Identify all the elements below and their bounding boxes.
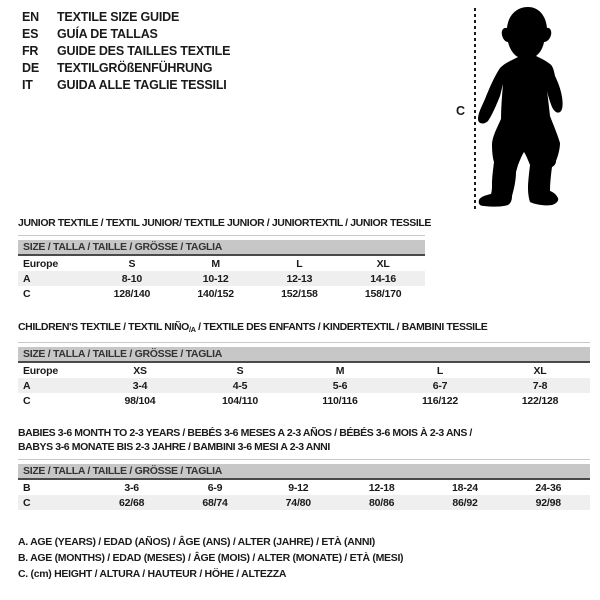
size-header-bar: SIZE / TALLA / TAILLE / GRÖSSE / TAGLIA bbox=[18, 464, 590, 480]
row-label: A bbox=[23, 379, 31, 392]
children-title-main: CHILDREN'S TEXTILE / TEXTIL NIÑO bbox=[18, 321, 189, 333]
language-row bbox=[22, 60, 230, 77]
size-cell: 80/86 bbox=[369, 496, 395, 509]
language-title: GUIDA ALLE TAGLIE TESSILI bbox=[57, 78, 227, 92]
children-title-subscript: /A bbox=[188, 325, 196, 334]
size-cell: 92/98 bbox=[535, 496, 561, 509]
language-row bbox=[22, 77, 230, 94]
size-cell: 14-16 bbox=[370, 272, 397, 285]
size-cell: 3-6 bbox=[124, 481, 139, 494]
language-code: EN bbox=[22, 10, 39, 24]
size-cell: 18-24 bbox=[452, 481, 478, 494]
children-textile-table bbox=[18, 320, 590, 408]
table-row bbox=[18, 480, 590, 495]
children-table-rows bbox=[18, 363, 590, 408]
size-header-bar: SIZE / TALLA / TAILLE / GRÖSSE / TAGLIA bbox=[18, 347, 590, 363]
size-cell: 104/110 bbox=[222, 394, 258, 407]
junior-size-table bbox=[18, 235, 425, 301]
children-table-title bbox=[18, 320, 590, 337]
size-cell: 6-9 bbox=[207, 481, 223, 494]
babies-textile-table bbox=[18, 426, 590, 510]
row-label: Europe bbox=[23, 364, 58, 377]
legend-footnotes bbox=[18, 534, 403, 582]
row-label: C bbox=[23, 287, 31, 300]
junior-table-rows bbox=[18, 256, 425, 301]
babies-table-title-line2: BABYS 3-6 MONATE BIS 2-3 JAHRE / BAMBINI 3-6 MESI A 2-3 ANNI bbox=[18, 441, 330, 453]
language-code: ES bbox=[22, 27, 39, 41]
size-cell: S bbox=[128, 257, 136, 270]
size-cell: 110/116 bbox=[322, 394, 358, 407]
size-cell: 122/128 bbox=[521, 394, 559, 407]
size-cell: 8-10 bbox=[121, 272, 142, 285]
size-cell: 62/68 bbox=[119, 496, 145, 509]
language-code: IT bbox=[22, 78, 33, 92]
language-title: TEXTILGRÖßENFÜHRUNG bbox=[57, 61, 213, 75]
junior-table-title: JUNIOR TEXTILE / TEXTIL JUNIOR/ TEXTILE JUNIOR / JUNIORTEXTIL / JUNIOR TESSILE bbox=[18, 217, 431, 229]
size-cell: 68/74 bbox=[202, 496, 228, 509]
size-cell: 152/158 bbox=[281, 287, 318, 300]
size-cell: 158/170 bbox=[364, 287, 402, 300]
footnote-line: C. (cm) HEIGHT / ALTURA / HAUTEUR / HÖHE / ALTEZZA bbox=[18, 568, 287, 580]
table-row bbox=[18, 271, 425, 286]
row-label: C bbox=[23, 496, 31, 509]
size-header-bar: SIZE / TALLA / TAILLE / GRÖSSE / TAGLIA bbox=[18, 240, 425, 256]
language-list bbox=[22, 9, 230, 94]
size-cell: L bbox=[436, 364, 444, 377]
table-row bbox=[18, 363, 590, 378]
measure-label-c: C bbox=[456, 104, 465, 118]
size-cell: S bbox=[236, 364, 244, 377]
language-row bbox=[22, 9, 230, 26]
size-cell: XS bbox=[133, 364, 147, 377]
size-cell: 7-8 bbox=[532, 379, 548, 392]
language-row bbox=[22, 43, 230, 60]
size-cell: 12-13 bbox=[286, 272, 313, 285]
size-cell: 128/140 bbox=[113, 287, 151, 300]
table-row bbox=[18, 378, 590, 393]
babies-table-rows bbox=[18, 480, 590, 510]
language-title: GUÍA DE TALLAS bbox=[57, 27, 158, 41]
size-cell: 86/92 bbox=[452, 496, 478, 509]
table-row bbox=[18, 286, 425, 301]
table-row bbox=[18, 256, 425, 271]
language-row bbox=[22, 26, 230, 43]
row-label: Europe bbox=[23, 257, 58, 270]
babies-table-title-line1: BABIES 3-6 MONTH TO 2-3 YEARS / BEBÉS 3-6 MESES A 2-3 AÑOS / BÉBÉS 3-6 MOIS À 2-3 ANS / bbox=[18, 427, 472, 439]
children-title-rest: / TEXTILE DES ENFANTS / KINDERTEXTIL / BAMBINI TESSILE bbox=[195, 321, 488, 333]
babies-size-table bbox=[18, 459, 590, 510]
size-cell: 9-12 bbox=[288, 481, 309, 494]
size-cell: 5-6 bbox=[332, 379, 348, 392]
children-size-table bbox=[18, 342, 590, 408]
row-label: A bbox=[23, 272, 31, 285]
size-cell: L bbox=[296, 257, 303, 270]
row-label: C bbox=[23, 394, 31, 407]
size-cell: 10-12 bbox=[202, 272, 229, 285]
footnote-line: B. AGE (MONTHS) / EDAD (MESES) / ÂGE (MOIS) / ALTER (MONATE) / ETÀ (MESI) bbox=[18, 552, 404, 564]
size-cell: M bbox=[211, 257, 220, 270]
size-cell: 12-18 bbox=[368, 481, 395, 494]
size-cell: 6-7 bbox=[432, 379, 448, 392]
language-code: DE bbox=[22, 61, 39, 75]
size-cell: XL bbox=[376, 257, 390, 270]
junior-textile-table bbox=[18, 216, 431, 301]
table-row bbox=[18, 393, 590, 408]
language-title: GUIDE DES TAILLES TEXTILE bbox=[57, 44, 231, 58]
language-title: TEXTILE SIZE GUIDE bbox=[57, 10, 180, 24]
size-cell: 3-4 bbox=[132, 379, 148, 392]
footnote-line: A. AGE (YEARS) / EDAD (AÑOS) / ÂGE (ANS) / ALTER (JAHRE) / ETÀ (ANNI) bbox=[18, 536, 375, 548]
size-cell: 140/152 bbox=[197, 287, 234, 300]
table-row bbox=[18, 495, 590, 510]
size-cell: 116/122 bbox=[422, 394, 458, 407]
size-cell: 74/80 bbox=[285, 496, 311, 509]
size-cell: XL bbox=[533, 364, 547, 377]
language-code: FR bbox=[22, 44, 39, 58]
size-cell: 4-5 bbox=[232, 379, 248, 392]
row-label: B bbox=[23, 481, 31, 494]
size-cell: 98/104 bbox=[124, 394, 156, 407]
size-cell: M bbox=[335, 364, 345, 377]
size-cell: 24-36 bbox=[535, 481, 562, 494]
toddler-silhouette-icon bbox=[470, 4, 574, 210]
